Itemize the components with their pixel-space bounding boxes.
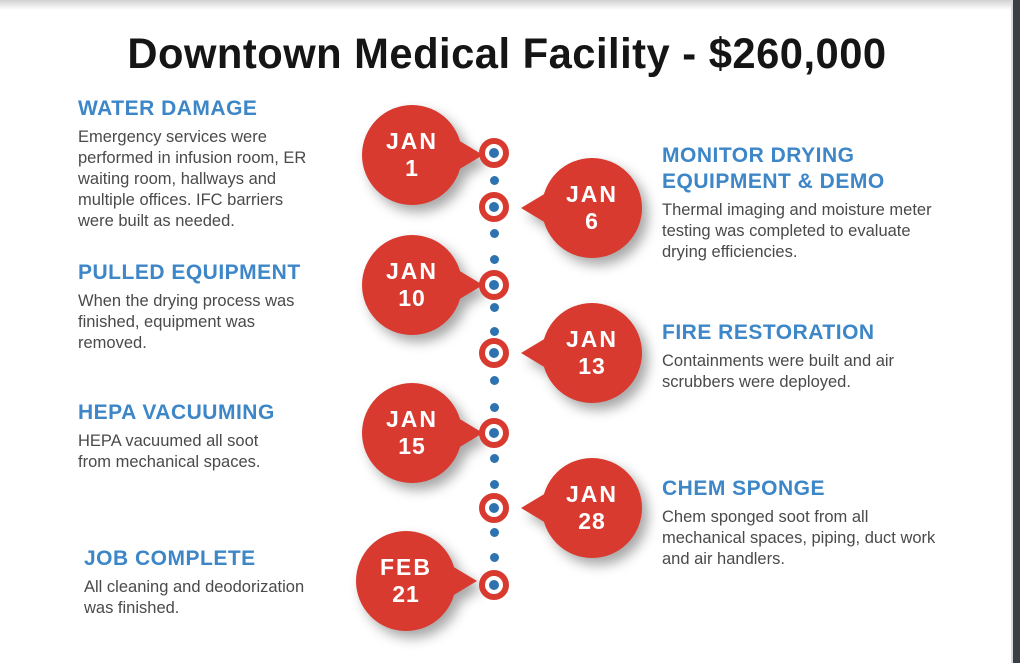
event-block-pulled-equipment <box>78 260 318 354</box>
top-edge-shading <box>0 0 1020 10</box>
event-heading-water-damage: WATER DAMAGE <box>78 97 258 120</box>
marker-dot <box>489 148 499 158</box>
event-block-hepa-vacuuming <box>78 400 283 473</box>
timeline-dot <box>490 255 499 264</box>
bubble-pointer-icon <box>452 566 477 596</box>
timeline-marker-icon <box>479 418 509 448</box>
timeline-marker-icon <box>479 570 509 600</box>
date-bubble-jan-13 <box>542 303 642 403</box>
event-heading-chem-sponge: CHEM SPONGE <box>662 477 826 500</box>
event-heading-fire-restoration: FIRE RESTORATION <box>662 321 875 344</box>
event-heading-monitor-drying: MONITOR DRYING EQUIPMENT & DEMO <box>662 144 885 193</box>
timeline-dot <box>490 553 499 562</box>
timeline-dot <box>490 454 499 463</box>
date-month: JAN <box>385 406 438 432</box>
timeline-marker-icon <box>479 270 509 300</box>
marker-dot <box>489 428 499 438</box>
timeline-dot <box>490 176 499 185</box>
timeline-dot <box>490 480 499 489</box>
event-body-water-damage: Emergency services were performed in infusion room, ER waiting room, hallways and multiple offices. IFC barriers were built as needed. <box>78 128 307 230</box>
event-body-job-complete: All cleaning and deodorization was finished. <box>84 578 305 617</box>
timeline-dot <box>490 528 499 537</box>
timeline-dot <box>490 376 499 385</box>
page-title: Downtown Medical Facility - $260,000 <box>127 30 887 78</box>
timeline-marker-icon <box>479 493 509 523</box>
date-day: 1 <box>405 155 419 181</box>
event-block-job-complete <box>84 546 329 619</box>
marker-dot <box>489 280 499 290</box>
event-body-chem-sponge: Chem sponged soot from all mechanical spaces, piping, duct work and air handlers. <box>662 508 936 568</box>
event-block-fire-restoration <box>662 320 952 393</box>
date-day: 6 <box>585 208 599 234</box>
event-block-chem-sponge <box>662 476 947 570</box>
event-body-hepa-vacuuming: HEPA vacuumed all soot from mechanical spaces. <box>78 432 261 471</box>
date-month: JAN <box>385 258 438 284</box>
date-day: 21 <box>392 581 420 607</box>
date-day: 10 <box>398 285 426 311</box>
date-bubble-circle <box>362 235 462 335</box>
event-heading-pulled-equipment: PULLED EQUIPMENT <box>78 261 301 284</box>
right-edge-border <box>1013 0 1020 663</box>
marker-dot <box>489 503 499 513</box>
date-month: JAN <box>565 181 618 207</box>
timeline-marker-icon <box>479 138 509 168</box>
event-heading-job-complete: JOB COMPLETE <box>84 547 256 570</box>
date-month: FEB <box>380 554 432 580</box>
date-bubble-circle <box>542 158 642 258</box>
timeline-dot <box>490 303 499 312</box>
bubble-pointer-icon <box>521 193 546 223</box>
date-bubble-circle <box>356 531 456 631</box>
event-block-water-damage <box>78 96 318 232</box>
date-bubble-circle <box>362 105 462 205</box>
date-bubble-circle <box>542 303 642 403</box>
date-day: 13 <box>578 353 606 379</box>
bubble-pointer-icon <box>521 493 546 523</box>
event-block-monitor-drying <box>662 143 952 263</box>
date-day: 15 <box>398 433 426 459</box>
marker-dot <box>489 202 499 212</box>
date-month: JAN <box>565 481 618 507</box>
timeline-dot <box>490 327 499 336</box>
date-day: 28 <box>578 508 606 534</box>
timeline-marker-icon <box>479 338 509 368</box>
date-bubble-circle <box>362 383 462 483</box>
event-body-pulled-equipment: When the drying process was finished, equipment was removed. <box>78 292 295 352</box>
date-bubble-jan-10 <box>362 235 462 335</box>
date-bubble-circle <box>542 458 642 558</box>
timeline-dot <box>490 229 499 238</box>
date-bubble-jan-28 <box>542 458 642 558</box>
timeline-dot <box>490 403 499 412</box>
event-body-monitor-drying: Thermal imaging and moisture meter testing was completed to evaluate drying efficiencies. <box>662 201 932 261</box>
date-month: JAN <box>565 326 618 352</box>
date-bubble-feb-21 <box>356 531 456 631</box>
marker-dot <box>489 348 499 358</box>
date-month: JAN <box>385 128 438 154</box>
date-bubble-jan-15 <box>362 383 462 483</box>
date-bubble-jan-6 <box>542 158 642 258</box>
timeline-marker-icon <box>479 192 509 222</box>
event-body-fire-restoration: Containments were built and air scrubbers were deployed. <box>662 352 895 391</box>
event-heading-hepa-vacuuming: HEPA VACUUMING <box>78 401 275 424</box>
bubble-pointer-icon <box>521 338 546 368</box>
date-bubble-jan-1 <box>362 105 462 205</box>
marker-dot <box>489 580 499 590</box>
